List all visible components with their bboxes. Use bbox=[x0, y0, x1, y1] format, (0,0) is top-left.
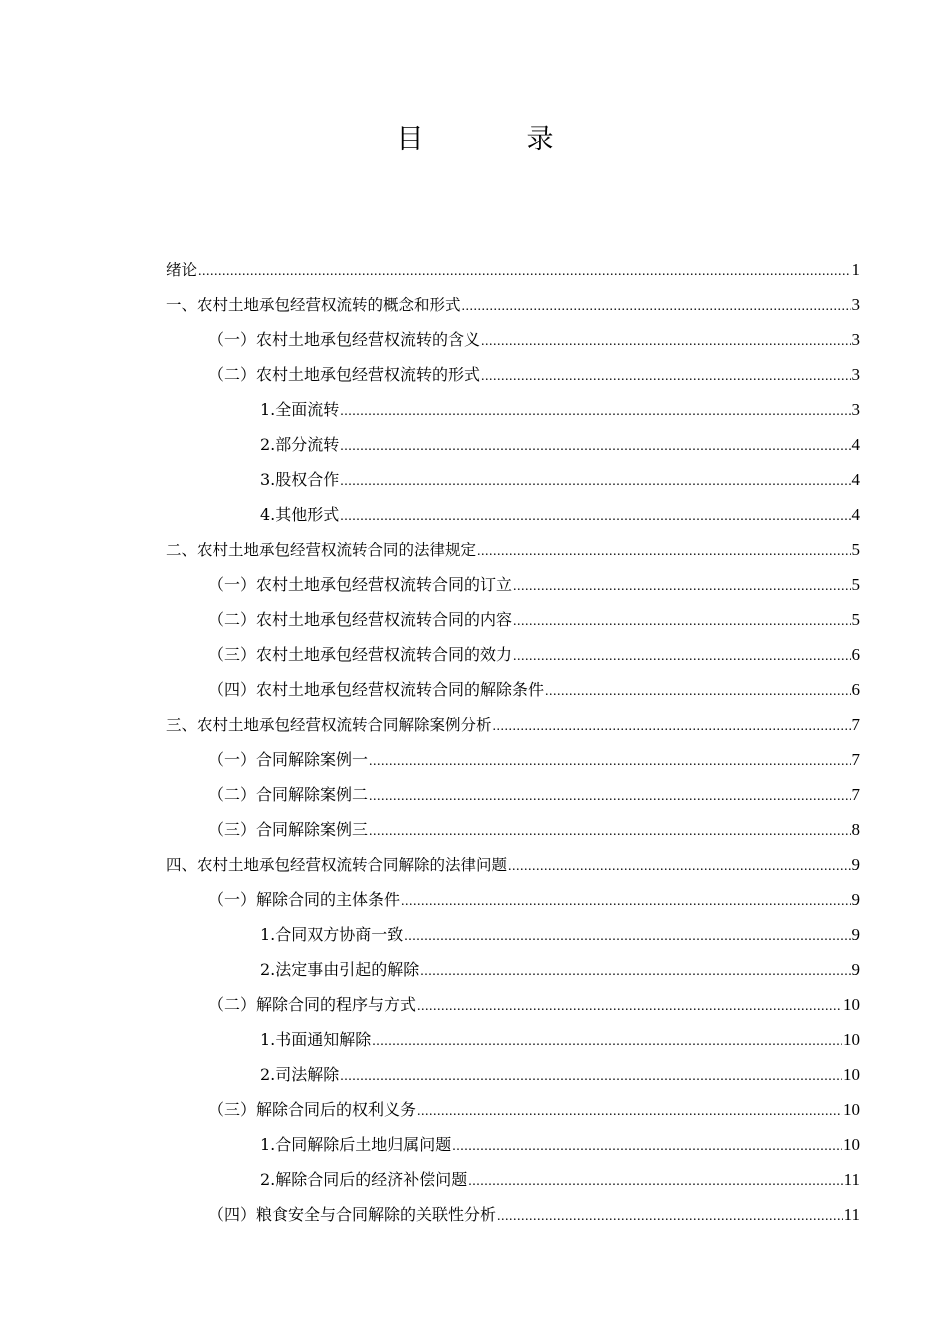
toc-entry-title: 1.合同解除后土地归属问题 bbox=[260, 1135, 452, 1154]
toc-entry-title: 1.合同双方协商一致 bbox=[260, 925, 404, 944]
toc-entry-title: 2.解除合同后的经济补偿问题 bbox=[260, 1170, 468, 1189]
dot-leader bbox=[481, 324, 850, 359]
toc-entry[interactable] bbox=[166, 322, 860, 357]
toc-entry[interactable] bbox=[166, 602, 860, 637]
toc-entry-title: 3.股权合作 bbox=[260, 470, 340, 489]
toc-page-number: 10 bbox=[843, 1100, 860, 1119]
dot-leader bbox=[340, 464, 850, 499]
dot-leader bbox=[513, 569, 850, 604]
dot-leader bbox=[401, 884, 850, 919]
dot-leader bbox=[513, 639, 850, 674]
toc-entry-title: （一）农村土地承包经营权流转的含义 bbox=[208, 330, 481, 349]
toc-entry-title: （二）农村土地承包经营权流转合同的内容 bbox=[208, 610, 513, 629]
toc-page-number: 6 bbox=[851, 680, 860, 699]
toc-entry-title: 四、农村土地承包经营权流转合同解除的法律问题 bbox=[166, 856, 508, 874]
toc-entry[interactable] bbox=[166, 252, 860, 287]
toc-entry[interactable] bbox=[166, 1197, 860, 1232]
toc-entry[interactable] bbox=[166, 952, 860, 987]
toc-entry[interactable] bbox=[166, 1162, 860, 1197]
toc-entry[interactable] bbox=[166, 567, 860, 602]
toc-page-number: 10 bbox=[843, 1135, 860, 1154]
toc-page-number: 7 bbox=[851, 785, 860, 804]
dot-leader bbox=[369, 744, 850, 779]
toc-entry-title: 二、农村土地承包经营权流转合同的法律规定 bbox=[166, 541, 477, 559]
toc-entry-title: 1.全面流转 bbox=[260, 400, 340, 419]
dot-leader bbox=[493, 709, 851, 744]
toc-entry[interactable] bbox=[166, 1092, 860, 1127]
toc-entry[interactable] bbox=[166, 882, 860, 917]
dot-leader bbox=[198, 254, 850, 289]
toc-entry[interactable] bbox=[166, 777, 860, 812]
toc-entry[interactable] bbox=[166, 637, 860, 672]
toc-entry[interactable] bbox=[166, 287, 860, 322]
toc-entry[interactable] bbox=[166, 357, 860, 392]
dot-leader bbox=[420, 954, 850, 989]
table-of-contents bbox=[166, 252, 860, 1232]
toc-page-number: 11 bbox=[843, 1170, 860, 1189]
toc-entry-title: 2.司法解除 bbox=[260, 1065, 340, 1084]
dot-leader bbox=[462, 289, 851, 324]
toc-page-number: 3 bbox=[851, 365, 860, 384]
toc-page-number: 5 bbox=[851, 575, 860, 594]
toc-page-number: 3 bbox=[851, 330, 860, 349]
dot-leader bbox=[372, 1024, 842, 1059]
dot-leader bbox=[340, 429, 850, 464]
dot-leader bbox=[513, 604, 850, 639]
toc-entry[interactable] bbox=[166, 742, 860, 777]
toc-page-number: 1 bbox=[851, 260, 860, 279]
toc-page-number: 4 bbox=[851, 470, 860, 489]
toc-entry-title: （四）农村土地承包经营权流转合同的解除条件 bbox=[208, 680, 545, 699]
toc-entry-title: （二）农村土地承包经营权流转的形式 bbox=[208, 365, 481, 384]
dot-leader bbox=[508, 849, 850, 884]
dot-leader bbox=[417, 1094, 842, 1129]
dot-leader bbox=[545, 674, 850, 709]
toc-entry-title: 2.法定事由引起的解除 bbox=[260, 960, 420, 979]
toc-page-number: 8 bbox=[851, 820, 860, 839]
toc-entry-title: （三）解除合同后的权利义务 bbox=[208, 1100, 417, 1119]
dot-leader bbox=[452, 1129, 842, 1164]
toc-entry-title: 1.书面通知解除 bbox=[260, 1030, 372, 1049]
toc-page-number: 5 bbox=[851, 540, 860, 559]
toc-entry-title: （四）粮食安全与合同解除的关联性分析 bbox=[208, 1205, 497, 1224]
dot-leader bbox=[369, 814, 850, 849]
dot-leader bbox=[369, 779, 850, 814]
dot-leader bbox=[340, 1059, 842, 1094]
toc-entry-title: 2.部分流转 bbox=[260, 435, 340, 454]
toc-page-number: 7 bbox=[851, 750, 860, 769]
toc-entry-title: （二）合同解除案例二 bbox=[208, 785, 369, 804]
toc-entry[interactable] bbox=[166, 1022, 860, 1057]
toc-page-number: 4 bbox=[851, 435, 860, 454]
page-title: 目 录 bbox=[396, 124, 592, 155]
toc-entry[interactable] bbox=[166, 462, 860, 497]
toc-entry[interactable] bbox=[166, 1127, 860, 1162]
toc-entry-title: （三）合同解除案例三 bbox=[208, 820, 369, 839]
toc-page-number: 10 bbox=[843, 1030, 860, 1049]
dot-leader bbox=[497, 1199, 843, 1234]
toc-page-number: 3 bbox=[851, 295, 860, 314]
dot-leader bbox=[417, 989, 842, 1024]
toc-entry-title: （一）合同解除案例一 bbox=[208, 750, 369, 769]
toc-entry-title: （一）解除合同的主体条件 bbox=[208, 890, 401, 909]
toc-entry[interactable] bbox=[166, 917, 860, 952]
toc-entry-title: （一）农村土地承包经营权流转合同的订立 bbox=[208, 575, 513, 594]
toc-entry-title: 4.其他形式 bbox=[260, 505, 340, 524]
dot-leader bbox=[468, 1164, 842, 1199]
toc-entry-title: 绪论 bbox=[166, 261, 198, 279]
toc-entry[interactable] bbox=[166, 532, 860, 567]
toc-entry[interactable] bbox=[166, 427, 860, 462]
toc-page-number: 10 bbox=[843, 995, 860, 1014]
toc-entry[interactable] bbox=[166, 672, 860, 707]
toc-page-number: 3 bbox=[851, 400, 860, 419]
toc-page-number: 4 bbox=[851, 505, 860, 524]
toc-page-number: 6 bbox=[851, 645, 860, 664]
toc-entry-title: 一、农村土地承包经营权流转的概念和形式 bbox=[166, 296, 461, 314]
toc-page-number: 7 bbox=[851, 715, 860, 734]
toc-page-number: 11 bbox=[843, 1205, 860, 1224]
toc-page-number: 9 bbox=[851, 925, 860, 944]
toc-entry[interactable] bbox=[166, 812, 860, 847]
dot-leader bbox=[340, 394, 850, 429]
dot-leader bbox=[481, 359, 850, 394]
toc-entry-title: （二）解除合同的程序与方式 bbox=[208, 995, 417, 1014]
dot-leader bbox=[477, 534, 850, 569]
toc-page-number: 9 bbox=[851, 855, 860, 874]
dot-leader bbox=[404, 919, 850, 954]
toc-page-number: 9 bbox=[851, 960, 860, 979]
toc-entry[interactable] bbox=[166, 1057, 860, 1092]
toc-entry[interactable] bbox=[166, 497, 860, 532]
toc-entry-title: 三、农村土地承包经营权流转合同解除案例分析 bbox=[166, 716, 492, 734]
toc-page-number: 10 bbox=[843, 1065, 860, 1084]
toc-entry-title: （三）农村土地承包经营权流转合同的效力 bbox=[208, 645, 513, 664]
toc-entry[interactable] bbox=[166, 707, 860, 742]
toc-page-number: 9 bbox=[851, 890, 860, 909]
toc-page-number: 5 bbox=[851, 610, 860, 629]
toc-entry[interactable] bbox=[166, 847, 860, 882]
toc-entry[interactable] bbox=[166, 392, 860, 427]
toc-entry[interactable] bbox=[166, 987, 860, 1022]
dot-leader bbox=[340, 499, 850, 534]
